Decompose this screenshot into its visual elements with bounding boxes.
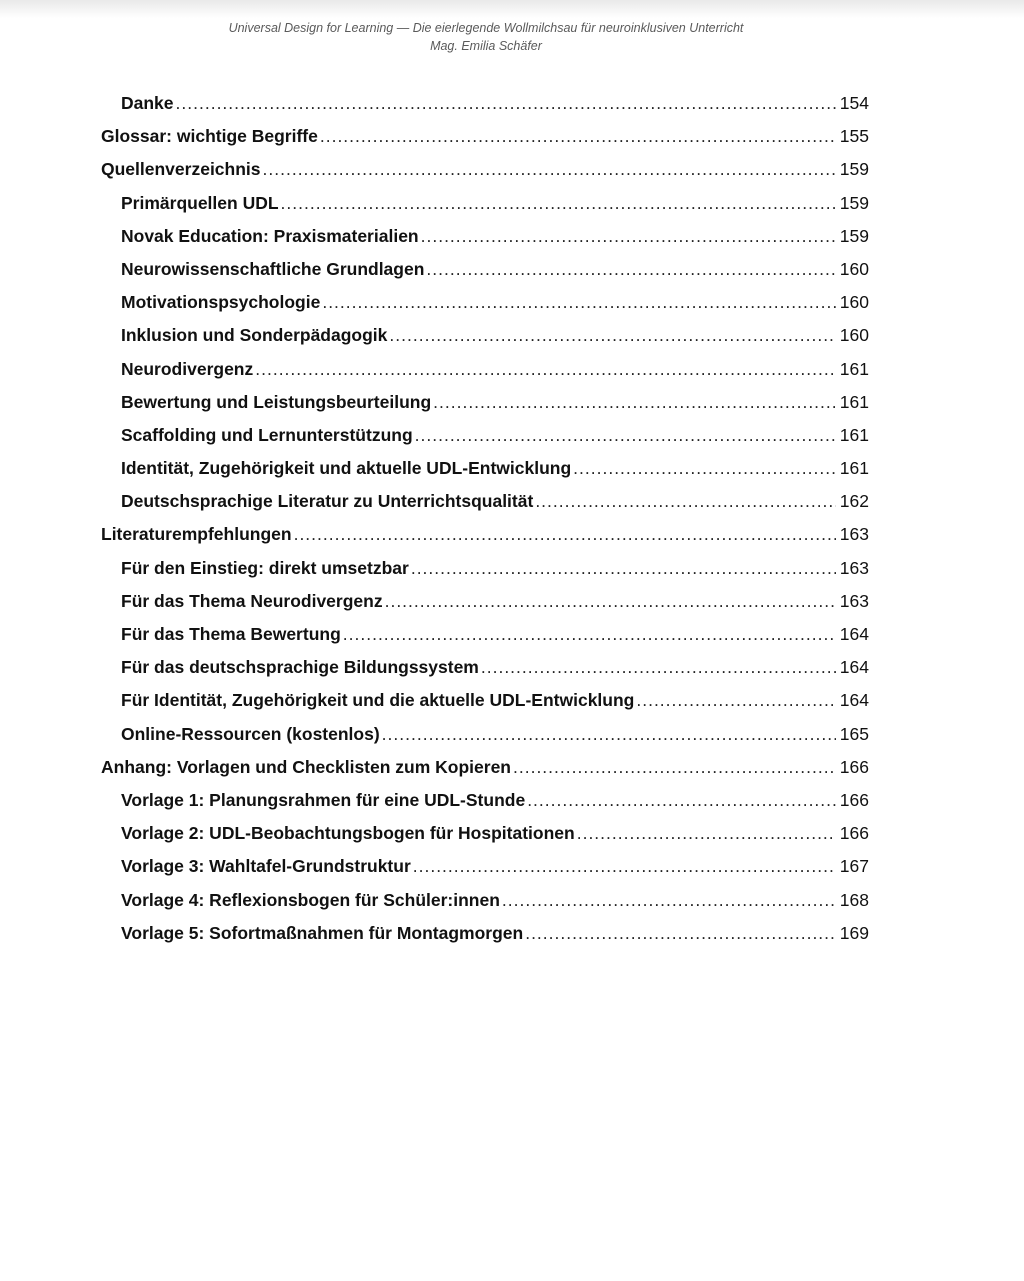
- toc-entry-label: Glossar: wichtige Begriffe: [101, 126, 318, 147]
- toc-entry-page-number: 163: [839, 524, 869, 545]
- toc-entry-page-number: 161: [839, 458, 869, 479]
- toc-dot-leader: [281, 187, 836, 220]
- toc-entry-label: Für das Thema Neurodivergenz: [121, 590, 383, 611]
- toc-entry-page-number: 161: [839, 424, 869, 445]
- toc-entry-label: Anhang: Vorlagen und Checklisten zum Kopieren: [101, 756, 511, 777]
- toc-entry[interactable]: [101, 917, 869, 950]
- toc-entry[interactable]: [101, 286, 869, 319]
- toc-dot-leader: [502, 884, 836, 917]
- toc-entry-page-number: 159: [839, 192, 869, 213]
- toc-dot-leader: [176, 87, 836, 120]
- toc-entry[interactable]: [101, 419, 869, 452]
- toc-entry[interactable]: [101, 585, 869, 618]
- toc-entry[interactable]: [101, 220, 869, 253]
- toc-entry-label: Deutschsprachige Literatur zu Unterrichtsqualität: [121, 491, 534, 512]
- toc-entry-page-number: 160: [839, 292, 869, 313]
- toc-entry-label: Online-Ressourcen (kostenlos): [121, 723, 380, 744]
- toc-entry-label: Für Identität, Zugehörigkeit und die aktuelle UDL-Entwicklung: [121, 690, 635, 711]
- toc-entry[interactable]: [101, 120, 869, 153]
- page-top-shadow: [0, 0, 1024, 18]
- toc-entry-label: Scaffolding und Lernunterstützung: [121, 424, 413, 445]
- toc-entry-page-number: 168: [839, 889, 869, 910]
- toc-dot-leader: [415, 419, 836, 452]
- toc-entry[interactable]: [101, 817, 869, 850]
- toc-entry[interactable]: [101, 518, 869, 551]
- toc-entry-page-number: 166: [839, 789, 869, 810]
- toc-dot-leader: [382, 718, 836, 751]
- toc-dot-leader: [255, 353, 836, 386]
- toc-entry[interactable]: [101, 850, 869, 883]
- toc-entry[interactable]: [101, 386, 869, 419]
- toc-dot-leader: [426, 253, 836, 286]
- toc-entry-page-number: 167: [839, 856, 869, 877]
- toc-entry-label: Für das deutschsprachige Bildungssystem: [121, 657, 479, 678]
- toc-entry-label: Literaturempfehlungen: [101, 524, 292, 545]
- toc-entry-label: Neurowissenschaftliche Grundlagen: [121, 258, 425, 279]
- toc-entry-page-number: 161: [839, 391, 869, 412]
- toc-entry-label: Vorlage 5: Sofortmaßnahmen für Montagmorgen: [121, 922, 524, 943]
- toc-entry-page-number: 162: [839, 491, 869, 512]
- toc-entry[interactable]: [101, 452, 869, 485]
- toc-dot-leader: [343, 618, 836, 651]
- toc-dot-leader: [263, 153, 836, 186]
- toc-entry[interactable]: [101, 319, 869, 352]
- toc-entry-page-number: 161: [839, 358, 869, 379]
- toc-entry[interactable]: [101, 784, 869, 817]
- toc-entry-label: Neurodivergenz: [121, 358, 254, 379]
- table-of-contents: [101, 87, 869, 950]
- toc-entry-label: Identität, Zugehörigkeit und aktuelle UDL-Entwicklung: [121, 458, 572, 479]
- toc-entry[interactable]: [101, 87, 869, 120]
- header-title: Universal Design for Learning — Die eierlegende Wollmilchsau für neuroinklusiven Unterricht: [228, 21, 744, 35]
- toc-entry[interactable]: [101, 485, 869, 518]
- toc-entry[interactable]: [101, 751, 869, 784]
- toc-entry-label: Bewertung und Leistungsbeurteilung: [121, 391, 432, 412]
- toc-entry[interactable]: [101, 684, 869, 717]
- toc-dot-leader: [385, 585, 836, 618]
- toc-entry-page-number: 160: [839, 325, 869, 346]
- toc-dot-leader: [433, 386, 836, 419]
- toc-entry[interactable]: [101, 651, 869, 684]
- toc-entry-page-number: 159: [839, 225, 869, 246]
- toc-entry[interactable]: [101, 618, 869, 651]
- toc-dot-leader: [320, 120, 836, 153]
- toc-entry-page-number: 159: [839, 159, 869, 180]
- toc-entry-label: Inklusion und Sonderpädagogik: [121, 325, 388, 346]
- toc-entry[interactable]: [101, 253, 869, 286]
- toc-entry-page-number: 155: [839, 126, 869, 147]
- toc-entry[interactable]: [101, 353, 869, 386]
- toc-dot-leader: [411, 552, 836, 585]
- toc-entry-page-number: 164: [839, 624, 869, 644]
- toc-dot-leader: [577, 817, 836, 850]
- toc-entry-page-number: 169: [839, 922, 869, 943]
- toc-entry-label: Novak Education: Praxismaterialien: [121, 225, 419, 246]
- toc-entry-label: Vorlage 4: Reflexionsbogen für Schüler:innen: [121, 889, 500, 910]
- header-author: Mag. Emilia Schäfer: [430, 39, 542, 53]
- toc-entry-label: Für das Thema Bewertung: [121, 624, 341, 644]
- toc-dot-leader: [294, 518, 836, 551]
- toc-entry-page-number: 160: [839, 258, 869, 279]
- toc-dot-leader: [636, 684, 836, 717]
- toc-entry[interactable]: [101, 153, 869, 186]
- toc-entry[interactable]: [101, 552, 869, 585]
- toc-entry-label: Primärquellen UDL: [121, 192, 279, 213]
- toc-dot-leader: [413, 850, 836, 883]
- toc-entry-page-number: 164: [839, 690, 869, 711]
- toc-entry[interactable]: [101, 187, 869, 220]
- toc-entry-label: Danke: [121, 93, 174, 113]
- toc-dot-leader: [513, 751, 836, 784]
- toc-entry-label: Quellenverzeichnis: [101, 159, 261, 180]
- toc-entry-page-number: 166: [839, 823, 869, 844]
- toc-dot-leader: [322, 286, 836, 319]
- toc-entry-label: Motivationspsychologie: [121, 292, 321, 313]
- toc-entry-label: Vorlage 3: Wahltafel-Grundstruktur: [121, 856, 411, 877]
- toc-entry-page-number: 164: [839, 657, 869, 678]
- toc-entry-page-number: 165: [839, 723, 869, 744]
- running-header: [0, 19, 972, 55]
- toc-dot-leader: [525, 917, 836, 950]
- toc-entry-page-number: 163: [839, 590, 869, 611]
- toc-dot-leader: [573, 452, 836, 485]
- toc-entry[interactable]: [101, 718, 869, 751]
- toc-entry-label: Für den Einstieg: direkt umsetzbar: [121, 557, 409, 578]
- toc-entry[interactable]: [101, 884, 869, 917]
- toc-entry-label: Vorlage 2: UDL-Beobachtungsbogen für Hospitationen: [121, 823, 575, 844]
- toc-entry-label: Vorlage 1: Planungsrahmen für eine UDL-Stunde: [121, 789, 526, 810]
- toc-entry-page-number: 154: [839, 93, 869, 113]
- toc-entry-page-number: 163: [839, 557, 869, 578]
- toc-dot-leader: [389, 319, 836, 352]
- toc-entry-page-number: 166: [839, 756, 869, 777]
- toc-dot-leader: [535, 485, 836, 518]
- toc-dot-leader: [527, 784, 836, 817]
- toc-dot-leader: [481, 651, 836, 684]
- toc-dot-leader: [421, 220, 836, 253]
